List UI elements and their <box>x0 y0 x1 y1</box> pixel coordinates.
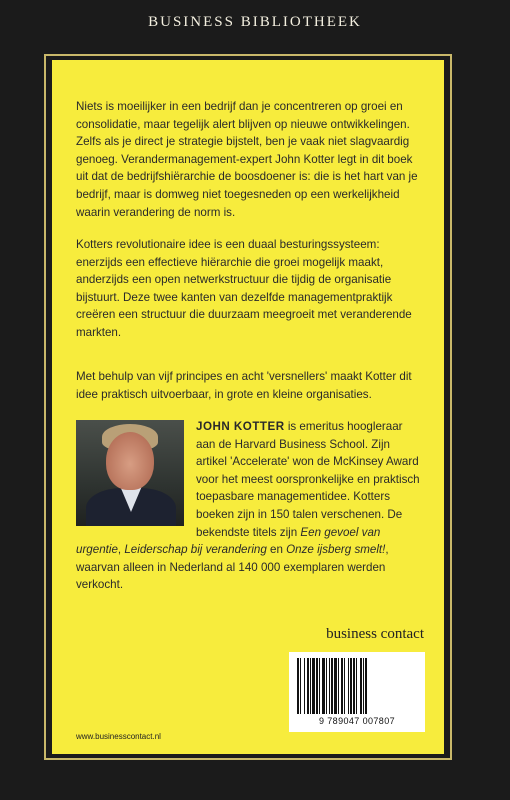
barcode-digits: 9 789047 007807 <box>318 716 396 726</box>
blurb-paragraph-3: Met behulp van vijf principes en acht 'versnellers' maakt Kotter dit idee praktisch uitvoerbaar, in grote en kleine organisaties. <box>76 370 412 401</box>
author-name: JOHN KOTTER <box>196 420 285 433</box>
book-title-1: Een gevoel van urgentie <box>76 525 381 557</box>
publisher-website: www.businesscontact.nl <box>76 732 161 741</box>
book-title-3: Onze ijsberg smelt! <box>286 543 386 557</box>
yellow-panel <box>52 60 444 754</box>
isbn-barcode <box>289 652 425 732</box>
series-header <box>0 0 510 58</box>
blurb-paragraph-1: Niets is moeilijker in een bedrijf dan je concentreren op groei en consolidatie, maar tegelijk alert blijven op nieuwe ontwikkelingen. Zelfs als je direct je strategie bijstelt, ben je vaak niet slagvaardig genoeg. Verandermanagement-expert John Kotter legt in dit boek uit dat de bedrijfshiërarchie de boosdoener is: die is het hart van je bedrijf, maar is domweg niet toegesneden op een werkelijkheid waarin verandering de norm is. <box>76 100 418 219</box>
author-bio-text: is emeritus hoogleraar aan de Harvard Business School. Zijn artikel 'Accelerate' won de McKinsey Award voor het meest oorspronkelijke en praktisch toepasbare managementidee. Kotters boeken zijn in 150 talen verschenen. De bekendste titels zijn <box>196 420 420 539</box>
book-title-2: Leiderschap bij verandering <box>124 543 267 557</box>
separator-2: en <box>266 543 287 557</box>
author-bio-text-end: , waarvan alleen in Nederland al 140 000 exemplaren werden verkocht. <box>76 543 389 592</box>
series-label: BUSINESS BIBLIOTHEEK <box>148 13 362 30</box>
separator-1: , <box>117 543 125 557</box>
barcode-bars <box>297 658 417 714</box>
author-photo <box>76 420 184 526</box>
blurb-paragraph-2: Kotters revolutionaire idee is een duaal besturingssysteem: enerzijds een effectieve hiërarchie die groei mogelijk maakt, anderzijds een open netwerkstructuur die tijdig de organisatie bijstuurt. Deze twee kanten van dezelfde managementpraktijk creëren een structuur die duurzaam meegroeit met veranderende markten. <box>76 238 412 339</box>
author-bio <box>76 418 424 594</box>
publisher-logo: business contact <box>326 626 424 642</box>
